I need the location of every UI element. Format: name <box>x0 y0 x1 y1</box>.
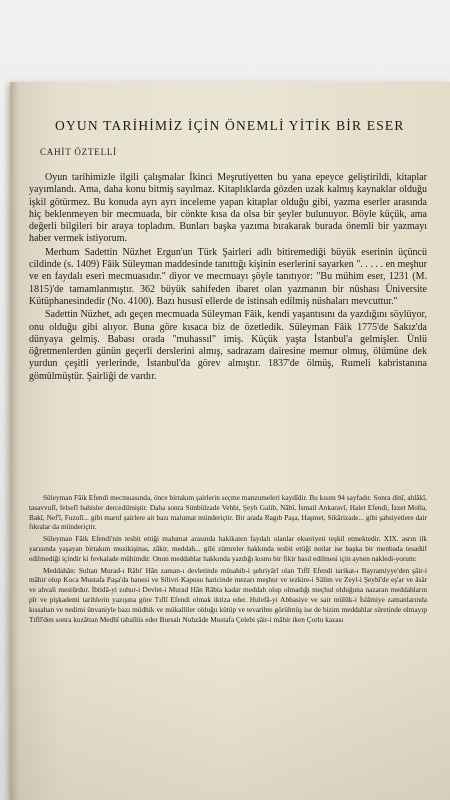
note-paragraph: Meddahân: Sultan Murad-ı Râbi' Hân zaman-ı devletinde müsahib-i şehriyârî olan Tıflî Efendi tarikat-ı Bayramiyye'den şâir-i mâhir olup Koca Mustafa Paşa'da hanesi ve Silivri Kapusu haricinde mezarı meşhur ve tezkire-i Sâlim ve Zeyl-i Şeyhî'de eş'ar ve âsâr ve ahvali mestûrdur. İbtidâ-yi zuhur-i Devlet-i Murad Hân Râbia kadar meddah olup olmadığı meçhul olduğuna nazaran meddahların pîr ve pişkademi tarihlerin yazışına göre Tıflî Efendi olmak iktiza eder. Hulefâ-yi Abbasiye ve sair mülûk-i İslâmiye zamanlarında kıssahan ve nedimi ünvaniyle bazı müdhik ve mükalliler olduğu kütüp ve tevarihte görülmüş ise de bizim meddahlar süretinde olmayıp Tıflî'den sonra kuzâttan Medhî tahallüs eder Bursalı Nuhzâde Mustafa Çelebi şâir-i mâhir iken Çorlu kazası <box>29 565 427 624</box>
article-body <box>29 172 427 384</box>
body-paragraph: Sadettin Nüzhet, adı geçen mecmuada Süleyman Fâik, kendi yaşantısını da yazdığını söylüyor, onu olduğu gibi alıyor. Buna göre kısaca biz de özetledik. Süleyman Fâik 1775'de Sakız'da dünyaya gelmiş. Babası orada "muhassıl" imiş. Küçük yaşta İstanbul'a gelmişler. Ünlü öğretmenlerden günün geçerli derslerini almış, sadrazam dairesine memur olmuş, ölümüne dek yurdun çeşitli yerlerinde, İstanbul'da görev almıştır. 1837'de ölmüş, Rumeli kabristanına gömülmüştür. Şairliği de vardır. <box>29 309 427 382</box>
article-title: OYUN TARİHİMİZ İÇİN ÖNEMLİ YİTİK BİR ESER <box>55 118 405 133</box>
note-paragraph: Süleyman Fâik Efendi mecmuasında, önce birtakım şairlerin seçme manzumeleri kaydîdir. Bu kısım 94 sayfadır. Sonra dinî, ahlâkî, tasavvufî, felsefî bahisler dercedilmiştir. Daha sonra Sünbülzade Vehbi, Şeyh Galib, Nâbî, İsmail Ankaravî, Halet Efendi, İzzet Molla, Bakî, Nef'î, Fuzulî... gibi maruf şairlere ait bazı malumat münderiçtir. Bir arada Ragıb Paşa, Haşmet, Sikârizade... gibi şahsiyetlere dair fıkralar da münderiçtir. <box>29 493 428 532</box>
article-author: CAHİT ÖZTELLİ <box>40 147 117 157</box>
body-paragraph: Oyun tarihimizle ilgili çalışmalar İkinci Meşrutiyetten bu yana epeyce geliştirildi, kitaplar yayımlandı. Ama, daha konu bitmiş sayılmaz. Kitaplıklarda gözden uzak kalmış kaynaklar olduğu işkil götürmez. Bu konuda ayrı ayrı inceleme yapan kitaplar olduğu gibi, yazma eserler arasında hiç beklenmeyen bir mecmuada, bir cönkte kısa da olsa bir şeyler bulunuyor. Böyle küçük, ama değerli bilgileri bir araya topladım. Bunları başka yazıma bırakarak burada önemli bir yazmayı haber vermek istiyorum. <box>29 172 427 245</box>
note-paragraph: Süleyman Fâik Efendi'nin tesbit ettiği malumat arasında hakikaten faydalı olanlar ekseriyeti teşkil etmektedir. XIX. asrın ilk yarısında yaşayan birtakım musikişinas, zâkir, meddah... gibi zümreler hakkında tesbit ettiği notlar ise başka bir menbada tesadüf edilmediği içindir ki fevkalade mühimdir. Onun meddahlar hakkında yazdığı kısmı bir fikir hasıl edilmesi için aynen nakledi-yorum: <box>29 534 427 563</box>
body-paragraph: Merhum Sadettin Nüzhet Ergun'un Türk Şairleri adlı bitiremediği büyük eserinin üçüncü cildinde (s. 1409) Fâik Süleyman maddesinde tanıttığı kişinin eserlerini sayarken ". . . . . en meşhur ve en faydalı eseri mecmuasıdır." diyor ve mecmuayı şöyle tanıtıyor: "Bu mühim eser, 1231 (M. 1815)'de tamamlanmıştır. 362 büyük sahifeden ibaret olan yazmanın bir nüshası Üniversite Kütüphanesindedir (No. 4100). Bazı hususî ellerde de istinsah edilmiş nüshaları mevcuttur." <box>29 246 427 307</box>
page-gutter <box>10 82 20 800</box>
quoted-notes <box>29 493 427 626</box>
